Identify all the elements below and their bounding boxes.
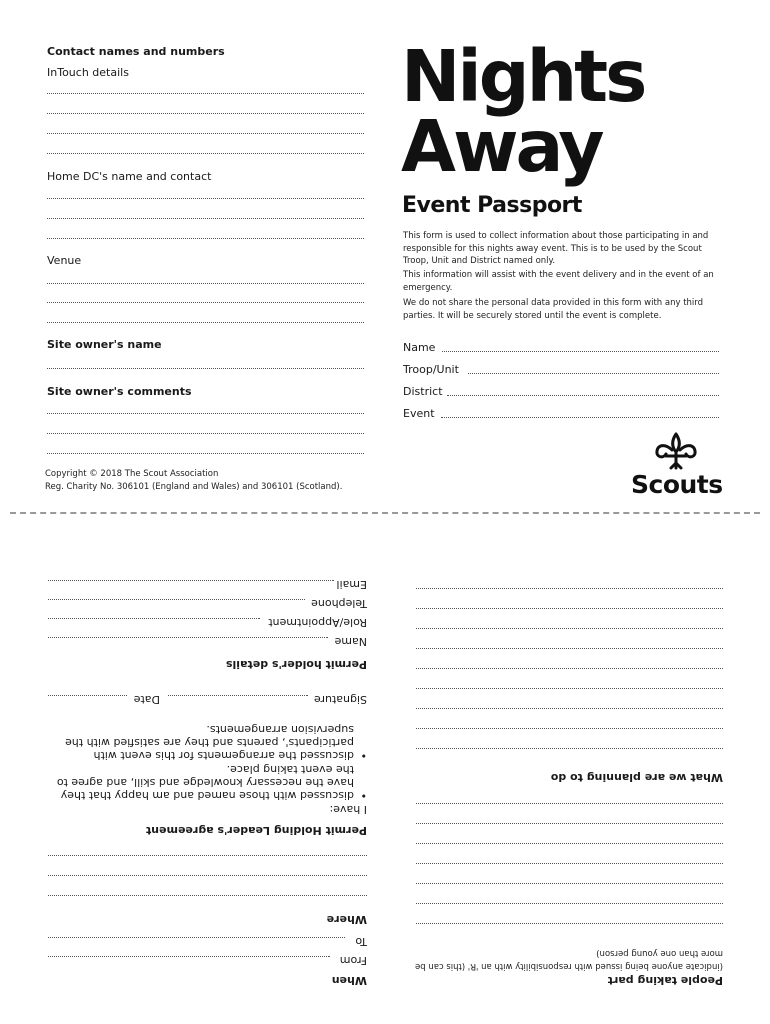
event-passport-subtitle: Event Passport (402, 193, 582, 218)
charity-text: Reg. Charity No. 306101 (England and Wales) and 306101 (Scotland). (45, 482, 343, 492)
date-line[interactable] (48, 695, 127, 696)
venue-line-1[interactable] (47, 283, 364, 284)
agreement-bullet-1: discussed with those named and am happy that they have the necessary knowledge and skill, and agree to the event taking place. (56, 763, 354, 802)
to-label: To (355, 935, 367, 948)
venue-line-2[interactable] (47, 302, 364, 303)
people-taking-part-heading: People taking part (607, 974, 723, 987)
home-dc-label: Home DC's name and contact (47, 170, 212, 183)
plan-line-8[interactable] (416, 608, 723, 609)
telephone-line[interactable] (48, 599, 305, 600)
where-line-2[interactable] (48, 875, 367, 876)
bottom-section-rotated (0, 520, 770, 1024)
agreement-bullet-2: discussed the arrangements for this event with participants', parents and they are satisfied with the supervision arrangements. (65, 723, 354, 762)
home-dc-line-2[interactable] (47, 218, 364, 219)
people-line-1[interactable] (416, 923, 723, 924)
venue-line-3[interactable] (47, 322, 364, 323)
people-line-6[interactable] (416, 823, 723, 824)
agreement-heading: Permit Holding Leader's agreement (145, 824, 367, 837)
intouch-line-3[interactable] (47, 133, 364, 134)
event-name-line[interactable] (442, 351, 719, 352)
people-line-2[interactable] (416, 903, 723, 904)
venue-label: Venue (47, 254, 82, 267)
district-label: District (403, 385, 443, 398)
plan-line-4[interactable] (416, 688, 723, 689)
event-label: Event (403, 407, 435, 420)
troop-unit-line[interactable] (468, 373, 719, 374)
district-line[interactable] (447, 395, 719, 396)
intouch-line-4[interactable] (47, 153, 364, 154)
to-line[interactable] (48, 937, 345, 938)
plan-line-3[interactable] (416, 708, 723, 709)
home-dc-line-1[interactable] (47, 198, 364, 199)
cut-line-divider (10, 512, 760, 514)
email-line[interactable] (48, 580, 334, 581)
people-line-7[interactable] (416, 803, 723, 804)
permit-name-label: Name (334, 635, 367, 648)
when-heading: When (331, 974, 367, 987)
plan-line-6[interactable] (416, 648, 723, 649)
signature-line[interactable] (168, 695, 308, 696)
plan-line-1[interactable] (416, 748, 723, 749)
site-owner-comments-label: Site owner's comments (47, 385, 192, 398)
event-name-label: Name (403, 341, 436, 354)
intro-paragraph-3: We do not share the personal data provided in this form with any third parties. It will be securely stored until the event is complete. (403, 298, 704, 321)
site-owner-name-line[interactable] (47, 368, 364, 369)
where-heading: Where (326, 913, 367, 926)
intouch-label: InTouch details (47, 66, 129, 79)
site-owner-comments-line-1[interactable] (47, 413, 364, 414)
intro-paragraph-2: This information will assist with the event delivery and in the event of an emergency. (403, 270, 714, 293)
troop-unit-label: Troop/Unit (403, 363, 459, 376)
site-owner-name-label: Site owner's name (47, 338, 162, 351)
role-appointment-line[interactable] (48, 618, 260, 619)
contact-heading: Contact names and numbers (47, 45, 225, 58)
where-line-1[interactable] (48, 895, 367, 896)
planning-heading: What we are planning to do (550, 771, 723, 784)
people-taking-part-note: (indicate anyone being issued with responsibility with an 'R' (this can be more than one young person) (415, 948, 723, 971)
copyright-block (45, 468, 342, 494)
email-label: Email (336, 578, 367, 591)
signature-label: Signature (313, 693, 367, 706)
intouch-line-1[interactable] (47, 93, 364, 94)
i-have-label: I have: (329, 803, 367, 816)
people-line-3[interactable] (416, 883, 723, 884)
fleur-de-lis-icon (652, 432, 700, 472)
intouch-line-2[interactable] (47, 113, 364, 114)
bullet-dot-1: • (360, 789, 367, 802)
home-dc-line-3[interactable] (47, 238, 364, 239)
plan-line-2[interactable] (416, 728, 723, 729)
plan-line-7[interactable] (416, 628, 723, 629)
role-appointment-label: Role/Appointment (268, 616, 367, 629)
date-label: Date (133, 693, 160, 706)
copyright-text: Copyright © 2018 The Scout Association (45, 469, 219, 479)
from-line[interactable] (48, 956, 330, 957)
site-owner-comments-line-3[interactable] (47, 453, 364, 454)
site-owner-comments-line-2[interactable] (47, 433, 364, 434)
permit-name-line[interactable] (48, 637, 328, 638)
title-away: Away (401, 105, 602, 188)
plan-line-9[interactable] (416, 588, 723, 589)
telephone-label: Telephone (311, 597, 367, 610)
scouts-wordmark: Scouts (631, 470, 723, 499)
people-line-4[interactable] (416, 863, 723, 864)
plan-line-5[interactable] (416, 668, 723, 669)
from-label: From (339, 954, 367, 967)
where-line-3[interactable] (48, 855, 367, 856)
permit-holder-details-heading: Permit holder's details (225, 658, 367, 671)
intro-paragraph-1: This form is used to collect information about those participating in and responsible for this nights away event. This is to be used by the Scout Troop, Unit and District named only. (403, 231, 709, 266)
people-line-5[interactable] (416, 843, 723, 844)
title-nights: Nights (401, 35, 645, 118)
event-line[interactable] (441, 417, 719, 418)
bullet-dot-2: • (360, 749, 367, 762)
